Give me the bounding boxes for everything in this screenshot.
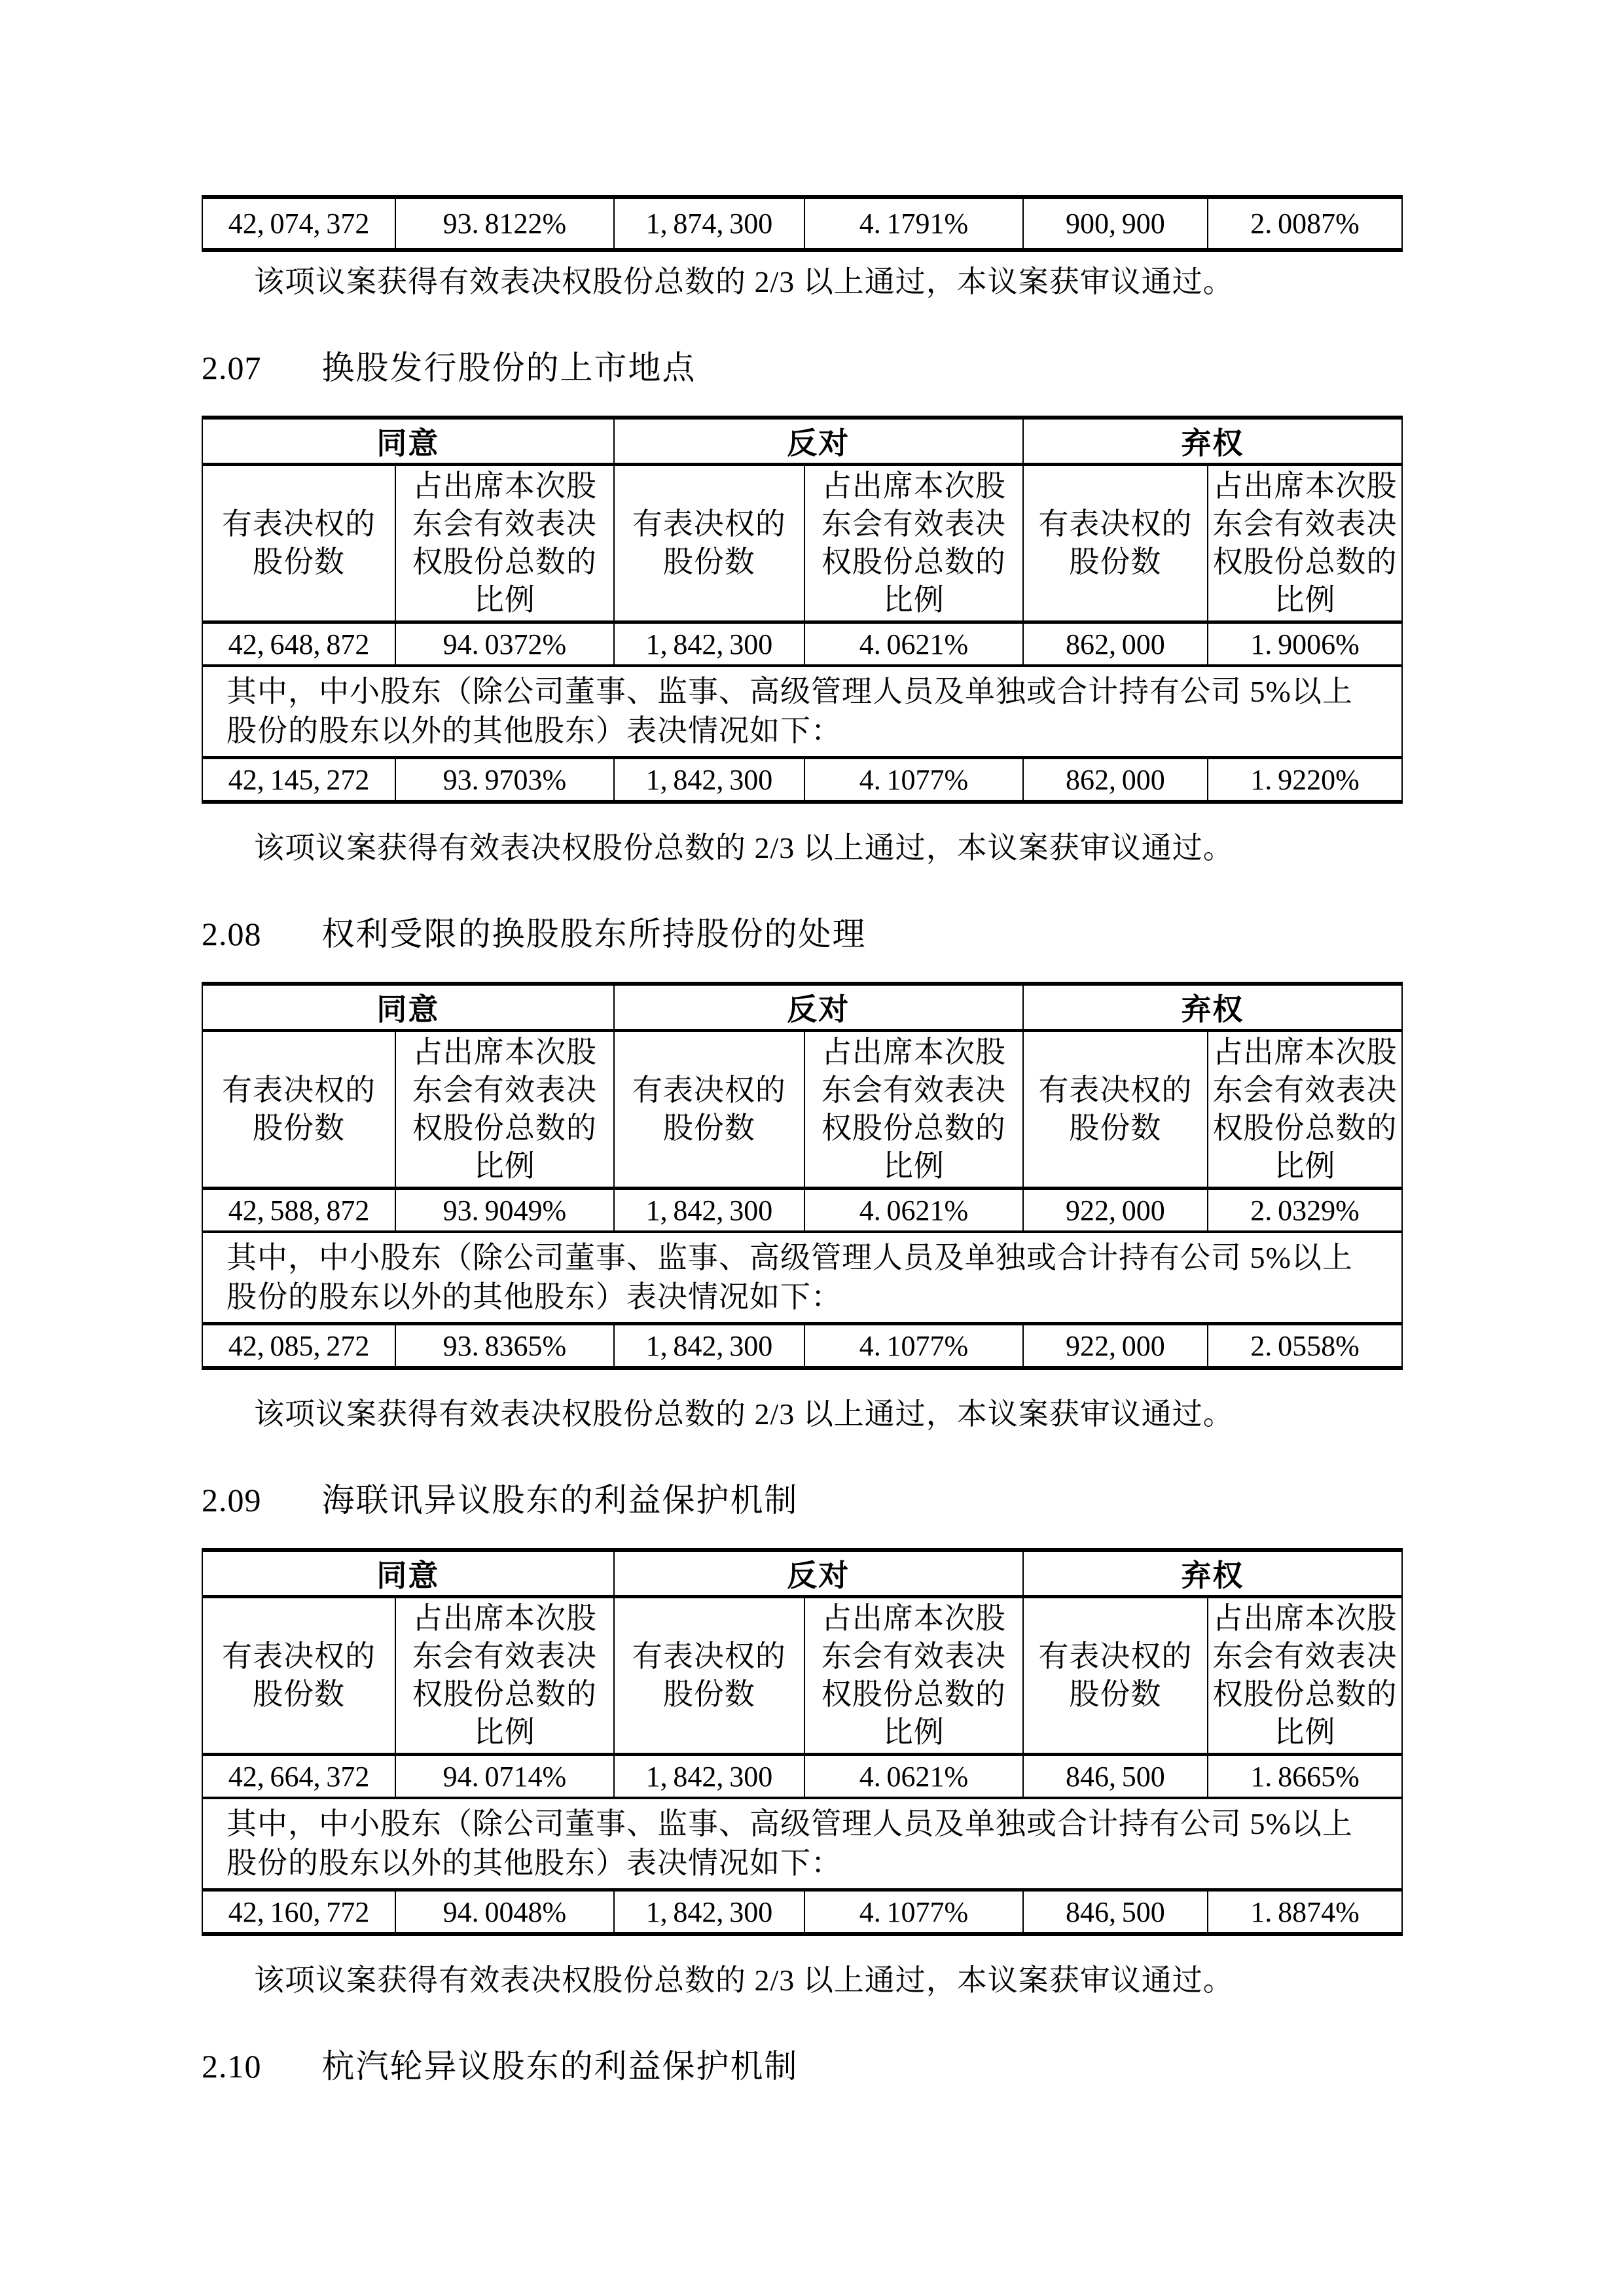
vote-value: 93. 8365% — [395, 1324, 614, 1369]
vote-value: 2. 0329% — [1208, 1189, 1402, 1232]
vote-value: 93. 9703% — [395, 758, 614, 802]
vote-value: 1, 842, 300 — [614, 1324, 804, 1369]
ratio-label: 占出席本次股东会有效表决权股份总数的比例 — [821, 1035, 1006, 1183]
vote-value: 4. 0621% — [804, 1755, 1023, 1799]
vote-header-abstain: 弃权 — [1023, 418, 1402, 465]
vote-header-abstain: 弃权 — [1023, 1550, 1402, 1597]
vote-subheader-ratio — [1208, 465, 1402, 622]
minority-shareholders-row — [202, 1324, 1402, 1369]
shares-label: 有表决权的股份数 — [1038, 1073, 1193, 1145]
vote-subheader-shares — [202, 1031, 395, 1189]
vote-table-2-07 — [202, 416, 1403, 804]
vote-header-agree: 同意 — [202, 418, 614, 465]
minority-note-row — [202, 666, 1402, 758]
ratio-label: 占出席本次股东会有效表决权股份总数的比例 — [1212, 469, 1398, 617]
approval-note: 该项议案获得有效表决权股份总数的 2/3 以上通过，本议案获审议通过。 — [254, 1397, 1234, 1431]
vote-header-agree: 同意 — [202, 984, 614, 1031]
vote-value: 1. 9006% — [1208, 622, 1402, 666]
minority-shareholders-row — [202, 758, 1402, 802]
vote-value: 862, 000 — [1023, 758, 1208, 802]
ratio-label: 占出席本次股东会有效表决权股份总数的比例 — [821, 469, 1006, 617]
ratio-label: 占出席本次股东会有效表决权股份总数的比例 — [821, 1602, 1006, 1749]
vote-subheader-ratio — [395, 1031, 614, 1189]
shares-label: 有表决权的股份数 — [632, 1073, 786, 1145]
vote-value: 862, 000 — [1023, 622, 1208, 666]
vote-subheader-row — [202, 1031, 1402, 1189]
vote-header-against: 反对 — [614, 984, 1023, 1031]
vote-subheader-shares — [1023, 465, 1208, 622]
vote-group-header-row — [202, 418, 1402, 465]
vote-subheader-shares — [614, 465, 804, 622]
ratio-label: 占出席本次股东会有效表决权股份总数的比例 — [1212, 1035, 1398, 1183]
vote-value: 1, 874, 300 — [614, 197, 804, 250]
vote-group-header-row — [202, 984, 1402, 1031]
shares-label: 有表决权的股份数 — [1038, 1640, 1193, 1711]
section-title: 权利受限的换股股东所持股份的处理 — [321, 916, 867, 952]
vote-subheader-row — [202, 465, 1402, 622]
section-heading — [202, 1482, 1403, 1518]
vote-value: 42, 160, 772 — [202, 1890, 395, 1935]
vote-value: 94. 0372% — [395, 622, 614, 666]
ratio-label: 占出席本次股东会有效表决权股份总数的比例 — [412, 469, 597, 617]
vote-value: 42, 085, 272 — [202, 1324, 395, 1369]
vote-value: 42, 588, 872 — [202, 1189, 395, 1232]
vote-value: 4. 1077% — [804, 758, 1023, 802]
section-title: 海联讯异议股东的利益保护机制 — [321, 1482, 799, 1518]
vote-value: 2. 0558% — [1208, 1324, 1402, 1369]
section-number: 2.07 — [202, 350, 262, 386]
minority-note-row — [202, 1232, 1402, 1324]
carryover-row — [202, 197, 1402, 250]
vote-value: 1, 842, 300 — [614, 1189, 804, 1232]
vote-value: 93. 8122% — [395, 197, 614, 250]
vote-subheader-ratio — [1208, 1031, 1402, 1189]
vote-value: 42, 664, 372 — [202, 1755, 395, 1799]
vote-subheader-shares — [202, 1597, 395, 1755]
vote-subheader-shares — [614, 1031, 804, 1189]
shares-label: 有表决权的股份数 — [222, 1640, 376, 1711]
ratio-label: 占出席本次股东会有效表决权股份总数的比例 — [1212, 1602, 1398, 1749]
vote-header-agree: 同意 — [202, 1550, 614, 1597]
vote-value: 1, 842, 300 — [614, 622, 804, 666]
vote-subheader-ratio — [395, 1597, 614, 1755]
minority-shareholders-row — [202, 1890, 1402, 1935]
vote-subheader-shares — [614, 1597, 804, 1755]
vote-table-2-09 — [202, 1548, 1403, 1936]
ratio-label: 占出席本次股东会有效表决权股份总数的比例 — [412, 1035, 597, 1183]
section-title: 杭汽轮异议股东的利益保护机制 — [321, 2048, 799, 2085]
vote-subheader-shares — [1023, 1597, 1208, 1755]
vote-subheader-ratio — [804, 1031, 1023, 1189]
vote-subheader-ratio — [395, 465, 614, 622]
approval-note: 该项议案获得有效表决权股份总数的 2/3 以上通过，本议案获审议通过。 — [254, 265, 1234, 298]
vote-value: 922, 000 — [1023, 1324, 1208, 1369]
vote-value: 922, 000 — [1023, 1189, 1208, 1232]
vote-value: 1, 842, 300 — [614, 758, 804, 802]
vote-value: 4. 1077% — [804, 1324, 1023, 1369]
vote-value: 94. 0048% — [395, 1890, 614, 1935]
vote-subheader-ratio — [804, 1597, 1023, 1755]
vote-header-abstain: 弃权 — [1023, 984, 1402, 1031]
section-heading — [202, 350, 1403, 386]
all-shareholders-row — [202, 622, 1402, 666]
vote-subheader-shares — [1023, 1031, 1208, 1189]
section-title: 换股发行股份的上市地点 — [321, 350, 696, 386]
carryover-vote-table — [202, 195, 1403, 252]
vote-value: 2. 0087% — [1208, 197, 1402, 250]
shares-label: 有表决权的股份数 — [1038, 507, 1193, 579]
vote-value: 1, 842, 300 — [614, 1890, 804, 1935]
vote-value: 4. 1791% — [804, 197, 1023, 250]
vote-value: 1. 8874% — [1208, 1890, 1402, 1935]
vote-value: 42, 074, 372 — [202, 197, 395, 250]
vote-subheader-shares — [202, 465, 395, 622]
ratio-label: 占出席本次股东会有效表决权股份总数的比例 — [412, 1602, 597, 1749]
vote-subheader-row — [202, 1597, 1402, 1755]
minority-note: 其中，中小股东（除公司董事、监事、高级管理人员及单独或合计持有公司 5%以上股份的股东以外的其他股东）表决情况如下： — [202, 1798, 1402, 1890]
vote-header-against: 反对 — [614, 1550, 1023, 1597]
section-heading — [202, 916, 1403, 952]
vote-value: 42, 145, 272 — [202, 758, 395, 802]
vote-value: 846, 500 — [1023, 1890, 1208, 1935]
vote-subheader-ratio — [804, 465, 1023, 622]
shares-label: 有表决权的股份数 — [632, 1640, 786, 1711]
vote-value: 42, 648, 872 — [202, 622, 395, 666]
shares-label: 有表决权的股份数 — [632, 507, 786, 579]
vote-value: 1. 9220% — [1208, 758, 1402, 802]
section-number: 2.08 — [202, 916, 262, 952]
section-number: 2.10 — [202, 2048, 262, 2085]
approval-note: 该项议案获得有效表决权股份总数的 2/3 以上通过，本议案获审议通过。 — [254, 831, 1234, 865]
vote-value: 1, 842, 300 — [614, 1755, 804, 1799]
section-number: 2.09 — [202, 1482, 262, 1518]
vote-value: 900, 900 — [1023, 197, 1208, 250]
vote-value: 4. 0621% — [804, 1189, 1023, 1232]
vote-value: 93. 9049% — [395, 1189, 614, 1232]
shares-label: 有表决权的股份数 — [222, 1073, 376, 1145]
minority-note: 其中，中小股东（除公司董事、监事、高级管理人员及单独或合计持有公司 5%以上股份的股东以外的其他股东）表决情况如下： — [202, 666, 1402, 758]
section-heading — [202, 2048, 1403, 2085]
minority-note-row — [202, 1798, 1402, 1890]
vote-table-2-08 — [202, 982, 1403, 1370]
all-shareholders-row — [202, 1755, 1402, 1799]
vote-value: 4. 1077% — [804, 1890, 1023, 1935]
vote-value: 94. 0714% — [395, 1755, 614, 1799]
approval-note: 该项议案获得有效表决权股份总数的 2/3 以上通过，本议案获审议通过。 — [254, 1964, 1234, 1997]
vote-header-against: 反对 — [614, 418, 1023, 465]
all-shareholders-row — [202, 1189, 1402, 1232]
vote-value: 1. 8665% — [1208, 1755, 1402, 1799]
vote-value: 846, 500 — [1023, 1755, 1208, 1799]
vote-subheader-ratio — [1208, 1597, 1402, 1755]
shares-label: 有表决权的股份数 — [222, 507, 376, 579]
minority-note: 其中，中小股东（除公司董事、监事、高级管理人员及单独或合计持有公司 5%以上股份的股东以外的其他股东）表决情况如下： — [202, 1232, 1402, 1324]
vote-group-header-row — [202, 1550, 1402, 1597]
vote-value: 4. 0621% — [804, 622, 1023, 666]
